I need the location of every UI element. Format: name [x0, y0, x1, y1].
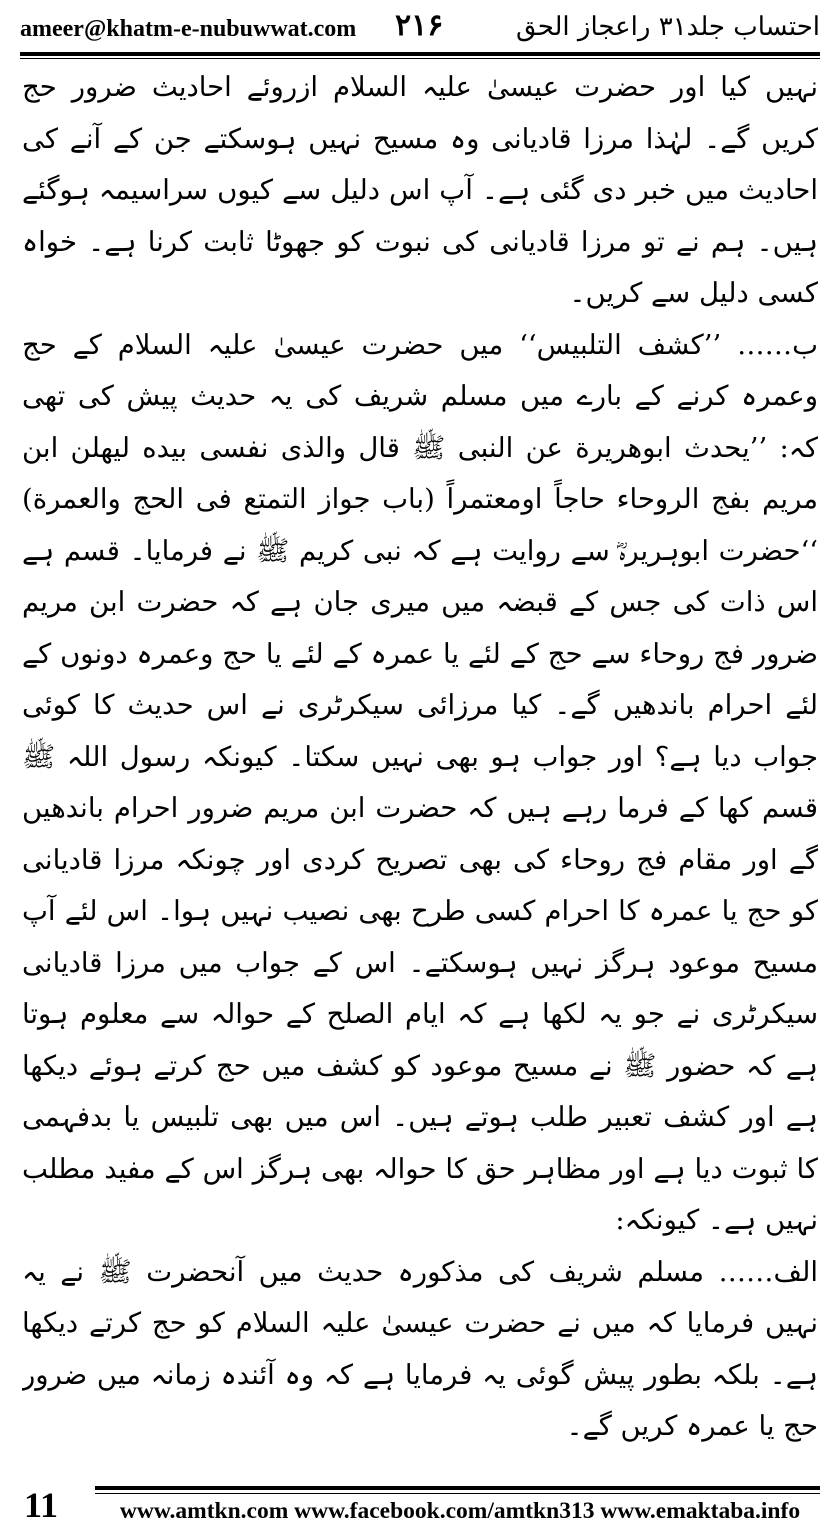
footer-rule-thin — [95, 1493, 820, 1494]
header-rule-thin — [20, 58, 820, 59]
page-header — [20, 6, 820, 50]
header-rule — [20, 52, 820, 56]
page-footer — [0, 1478, 840, 1540]
paragraph-2: ب…… ’’کشف التلبیس‘‘ میں حضرت عیسیٰ علیہ السلام کے حج وعمرہ کرنے کے بارے میں مسلم شریف کی یہ حدیث پیش کی تھی کہ: ’’یحدث ابوهريرة عن النبى ﷺ قال والذى نفسى بيده ليهلن ابن مريم بفج الروحاء حاجاً اومعتمراً (باب جواز التمتع فى الحج والعمرة) ‘‘حضرت ابوہریرہؓ سے روایت ہے کہ نبی کریم ﷺ نے فرمایا۔ قسم ہے اس ذات کی جس کے قبضہ میں میری جان ہے کہ حضرت ابن مریم ضرور فج روحاء سے حج کے لئے یا عمرہ کے لئے یا حج وعمرہ دونوں کے لئے احرام باندھیں گے۔ کیا مرزائی سیکرٹری نے اس حدیث کا کوئی جواب دیا ہے؟ اور جواب ہو بھی نہیں سکتا۔ کیونکہ رسول اللہ ﷺ قسم کھا کے فرما رہے ہیں کہ حضرت ابن مریم ضرور احرام باندھیں گے اور مقام فج روحاء کی بھی تصریح کردی اور چونکہ مرزا قادیانی کو حج یا عمرہ کا احرام کسی طرح بھی نصیب نہیں ہوا۔ اس لئے آپ مسیح موعود ہرگز نہیں ہوسکتے۔ اس کے جواب میں مرزا قادیانی سیکرٹری نے جو یہ لکھا ہے کہ ایام الصلح کے حوالہ سے معلوم ہوتا ہے کہ حضور ﷺ نے مسیح موعود کو کشف میں حج کرتے ہوئے دیکھا ہے اور کشف تعبیر طلب ہوتے ہیں۔ اس میں بھی تلبیس یا بدفہمی کا ثبوت دیا ہے اور مظاہر حق کا حوالہ بھی ہرگز اس کے مفید مطلب نہیں ہے۔ کیونکہ: — [22, 328, 818, 1236]
running-title: احتساب جلد۳۱ راعجاز الحق — [516, 12, 820, 42]
footer-links: www.amtkn.com www.facebook.com/amtkn313 www.emaktaba.info — [119, 1498, 801, 1524]
footer-rule — [95, 1486, 820, 1490]
paragraph-4 — [22, 1453, 818, 1458]
email-address: ameer@khatm-e-nubuwwat.com — [20, 16, 357, 42]
page-number: ۲۱۶ — [395, 8, 444, 43]
paragraph-3: الف…… مسلم شریف کی مذکورہ حدیث میں آنحضرت ﷺ نے یہ نہیں فرمایا کہ میں نے حضرت عیسیٰ علیہ السلام کو حج کرتے دیکھا ہے۔ بلکہ بطور پیش گوئی یہ فرمایا ہے کہ وہ آئندہ زمانہ میں ضرور حج یا عمرہ کریں گے۔ — [22, 1255, 818, 1442]
paragraph-1: نہیں کیا اور حضرت عیسیٰ علیہ السلام ازروئے احادیث ضرور حج کریں گے۔ لہٰذا مرزا قادیانی وہ مسیح نہیں ہوسکتے جن کے آنے کی احادیث میں خبر دی گئی ہے۔ آپ اس دلیل سے کیوں سراسیمہ ہوگئے ہیں۔ ہم نے تو مرزا قادیانی کی نبوت کو جھوٹا ثابت کرنا ہے۔ خواہ کسی دلیل سے کریں۔ — [22, 71, 818, 309]
body-text — [22, 62, 818, 1457]
folio-number: 11 — [24, 1485, 59, 1525]
